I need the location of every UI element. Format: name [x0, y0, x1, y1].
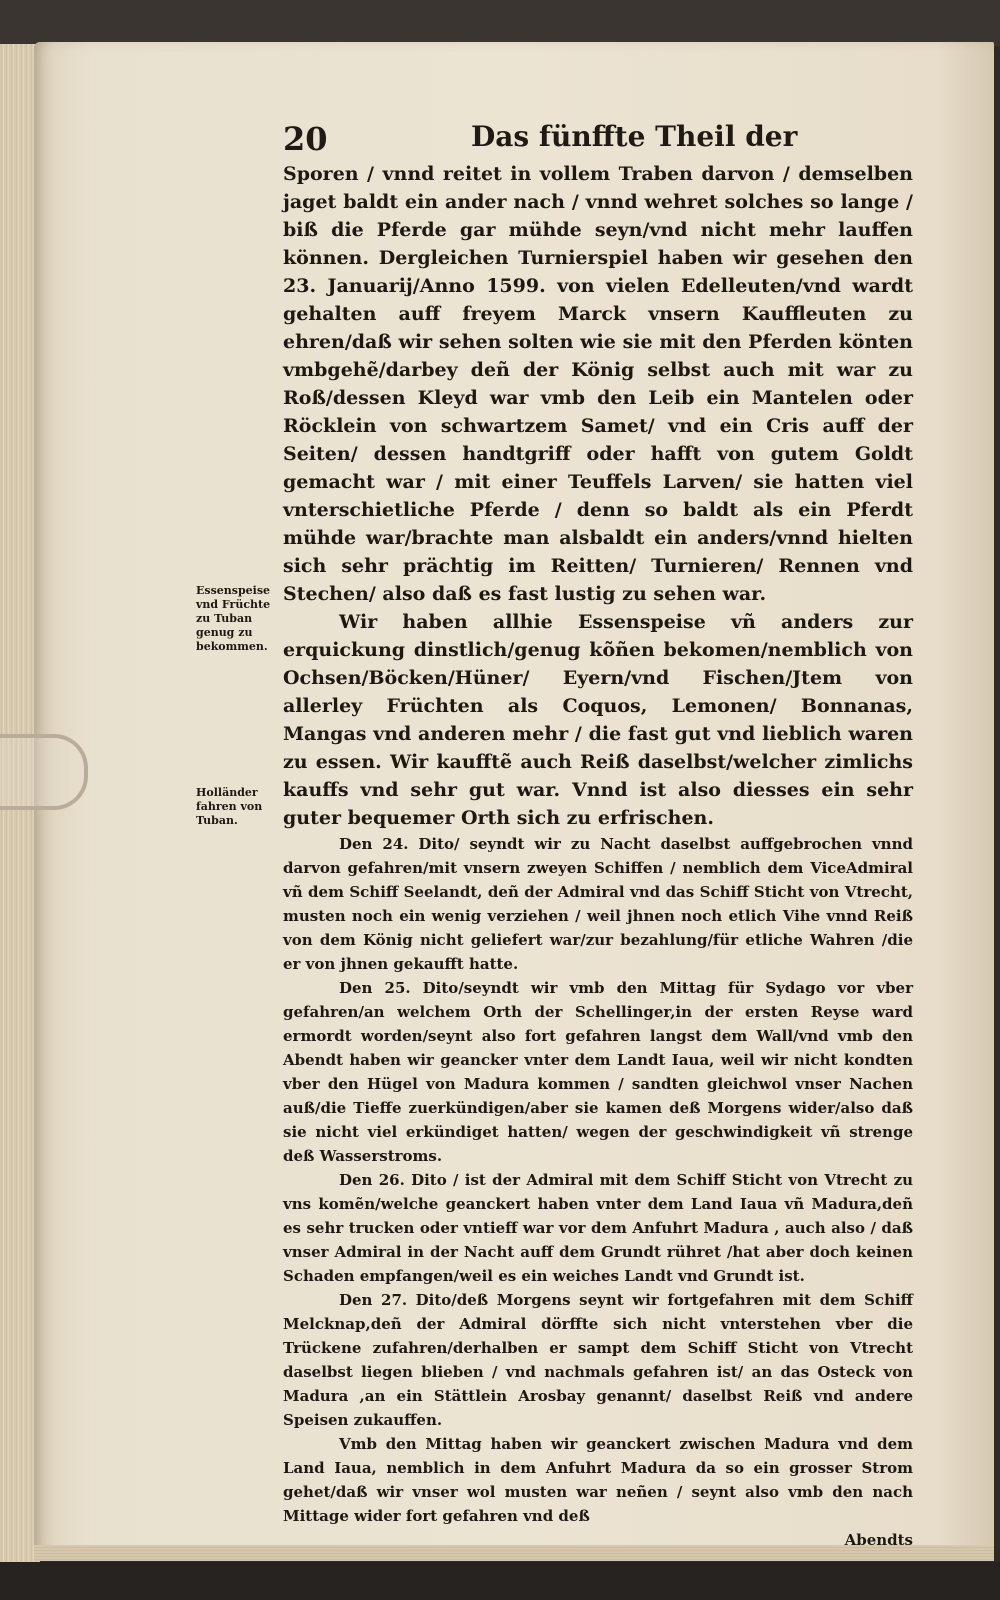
- margin-note-departure: Holländer fahren von Tuban.: [196, 786, 263, 827]
- paragraph-day-25: Den 25. Dito/seyndt wir vmb den Mittag für Sydago vor vber gefahren/an welchem Orth der Schellinger,in der ersten Reyse ward ermordt worden/seynt also fort gefahren langst dem Wall/vnd vmb den Abendt haben wir geancker vnter dem Landt Iaua, weil wir nicht kondten vber den Hügel von Madura kommen / sandten gleichwol vnser Nachen auß/die Tieffe zuerkündigen/aber sie kamen deß Morgens wider/also daß sie nicht viel erkündiget hatten/ wegen der geschwindigkeit vñ strenge deß Wasserstroms.: [283, 979, 913, 1165]
- paragraph-tournament: Sporen / vnnd reitet in vollem Traben darvon / demselben jaget baldt ein ander nach / vnnd wehret solches so lange / biß die Pferde gar mühde seyn/vnd nicht mehr lauffen können. Dergleichen Turnierspiel haben wir gesehen den 23. Januarij/Anno 1599. von vielen Edelleuten/vnd wardt gehalten auff freyem Marck vnsern Kauffleuten zu ehren/daß wir sehen solten wie sie mit den Pferden könten vmbgehẽ/darbey deñ der König selbst auch mit war zu Roß/dessen Kleyd war vmb den Leib ein Mantelen oder Röcklein von schwartzem Samet/ vnd ein Cris auff der Seiten/ dessen handtgriff oder hafft von gutem Goldt gemacht war / mit einer Teuffels Larven/ sie hatten viel vnterschietliche Pferde / denn so baldt als ein Pferdt mühde war/brachte man alsbaldt ein anders/vnnd hielten sich sehr prächtig im Reitten/ Turnieren/ Rennen vnd Stechen/ also daß es fast lustig zu sehen war.: [283, 163, 913, 605]
- margin-note-food: Essenspeise vnd Früchte zu Tuban genug zu bekommen.: [196, 584, 271, 653]
- scan-background-top: [0, 0, 1000, 46]
- paragraph-day-26: Den 26. Dito / ist der Admiral mit dem Schiff Sticht von Vtrecht zu vns komẽn/welche geanckert haben vnter dem Land Iaua vñ Madura,deñ es sehr trucken oder vntieff war vor dem Anfuhrt Madura , auch also / daß vnser Admiral in der Nacht auff dem Grundt rühret /hat aber doch keinen Schaden empfangen/weil es ein weiches Landt vnd Grundt ist.: [283, 1171, 913, 1285]
- body-text: [283, 160, 913, 1552]
- paragraph-day-27: Den 27. Dito/deß Morgens seynt wir fortgefahren mit dem Schiff Melcknap,deñ der Admiral dörffte sich nicht vnterstehen vber die Trückene zufahren/derhalben er sampt dem Schiff Sticht von Vtrecht daselbst liegen blieben / vnd nachmals gefahren ist/ an das Osteck von Madura ,an ein Stättlein Arosbay genannt/ daselbst Reiß vnd andere Speisen zukauffen.: [283, 1291, 913, 1429]
- page-number: 20: [283, 120, 328, 158]
- paragraph-day-24: Den 24. Dito/ seyndt wir zu Nacht daselbst auffgebrochen vnnd darvon gefahren/mit vnsern zweyen Schiffen / nemblich dem ViceAdmiral vñ dem Schiff Seelandt, deñ der Admiral vnd das Schiff Sticht von Vtrecht, musten noch ein wenig verziehen / weil jhnen noch etlich Vihe vnnd Reiß von dem König nicht geliefert war/zur bezahlung/für etliche Wahren /die er von jhnen gekaufft hatte.: [283, 835, 913, 973]
- scan-background-bottom: [0, 1562, 1000, 1600]
- paragraph-midday: Vmb den Mittag haben wir geanckert zwischen Madura vnd dem Land Iaua, nemblich in dem Anfuhrt Madura da so ein grosser Strom gehet/daß wir vnser wol musten war neñen / seynt also vmb den nach Mittage wider fort gefahren vnd deß: [283, 1435, 913, 1525]
- page-clip: [0, 734, 88, 810]
- catchword: Abendts: [844, 1531, 913, 1549]
- running-title: Das fünffte Theil der: [471, 120, 798, 153]
- paragraph-provisions: Wir haben allhie Essenspeise vñ anders zur erquickung dinstlich/genug kõñen bekomen/nemblich von Ochsen/Böcken/Hüner/ Eyern/vnd Fischen/Jtem von allerley Früchten als Coquos, Lemonen/ Bonnanas, Mangas vnd anderen mehr / die fast gut vnd lieblich waren zu essen. Wir kaufftẽ auch Reiß daselbst/welcher zimlichs kauffs vnd sehr gut war. Vnnd ist also diesses ein sehr guter bequemer Orth sich zu erfrischen.: [283, 611, 913, 829]
